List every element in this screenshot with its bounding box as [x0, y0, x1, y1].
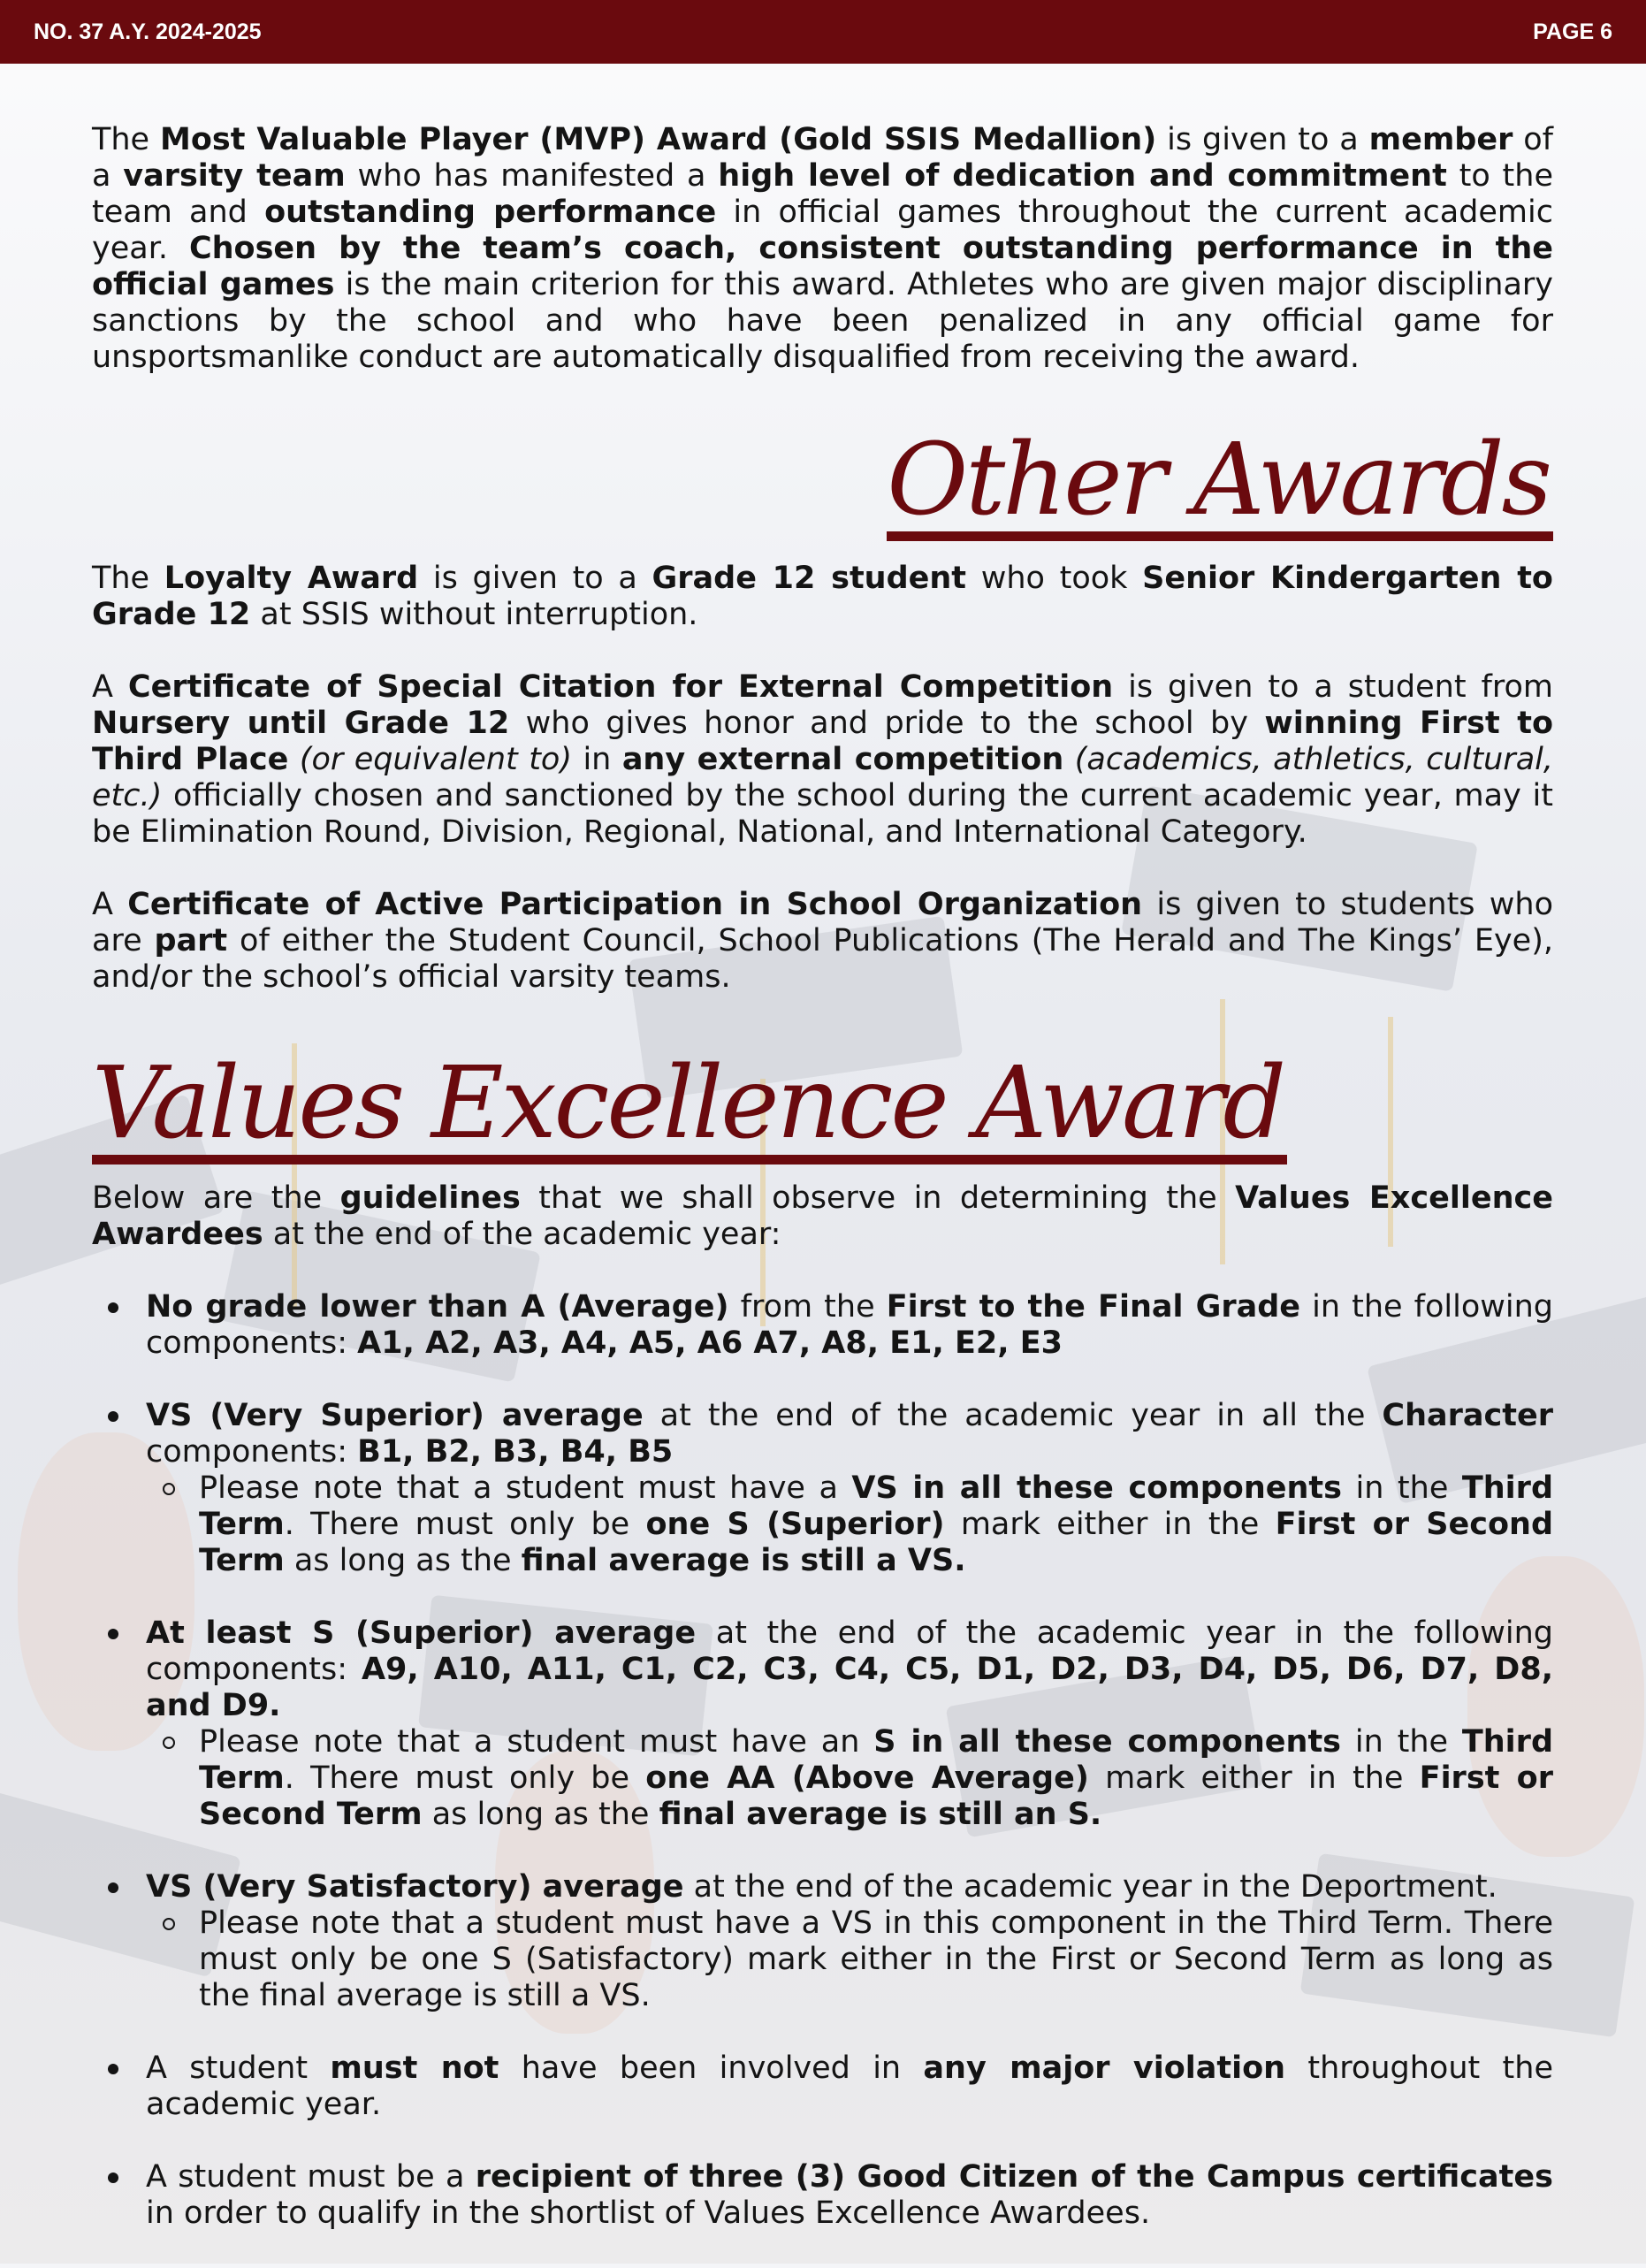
mvp-award-paragraph: The Most Valuable Player (MVP) Award (Gold SSIS Medallion) is given to a member of a varsity team who has manifested a high level of dedication and commitment to the team and outstanding performance in official games throughout the current academic year. Chosen by the team’s coach, consistent outstanding performance in the official games is the main criterion for this award. Athletes who are given major disciplinary sanctions by the school and who have been penalized in any official game for unsportsmanlike conduct are automatically disqualified from receiving the award. [92, 122, 1554, 375]
list-item: At least S (Superior) average at the end of the academic year in the following components: A9, A10, A11, C1, C2, C3, C4, C5, D1, D2, D3, D4, D5, D6, D7, D8, and D9. Please note that a student must have an S in all these components in the Third Term. There must only be one AA (Above Average) mark either in the First or Second Term as long as the final average is still an S. [92, 1615, 1553, 1833]
guidelines-list [92, 1289, 1553, 2232]
issue-label: NO. 37 A.Y. 2024-2025 [34, 19, 262, 44]
sub-list-item: Please note that a student must have a VS in this component in the Third Term. There must only be one S (Satisfactory) mark either in the First or Second Term as long as the final average is still a VS. [146, 1905, 1553, 2014]
list-item: No grade lower than A (Average) from the First to the Final Grade in the following components: A1, A2, A3, A4, A5, A6 A7, A8, E1, E2, E3 [92, 1289, 1553, 1362]
list-item: A student must be a recipient of three (3) Good Citizen of the Campus certificates in order to qualify in the shortlist of Values Excellence Awardees. [92, 2159, 1553, 2232]
list-item: VS (Very Satisfactory) average at the end of the academic year in the Deportment. Please note that a student must have a VS in this component in the Third Term. There must only be one S (Satisfactory) mark either in the First or Second Term as long as the final average is still a VS. [92, 1869, 1553, 2014]
special-citation-paragraph: A Certificate of Special Citation for External Competition is given to a student from Nursery until Grade 12 who gives honor and pride to the school by winning First to Third Place (or equivalent to) in any external competition (academics, athletics, cultural, etc.) officially chosen and sanctioned by the school during the current academic year, may it be Elimination Round, Division, Regional, National, and International Category. [92, 669, 1554, 850]
values-intro-paragraph: Below are the guidelines that we shall observe in determining the Values Excellence Awardees at the end of the academic year: [92, 1180, 1553, 1252]
loyalty-award-paragraph: The Loyalty Award is given to a Grade 12 student who took Senior Kindergarten to Grade 12 at SSIS without interruption. [92, 561, 1553, 632]
sub-list [146, 1724, 1553, 1833]
active-participation-paragraph: A Certificate of Active Participation in School Organization is given to students who are part of either the Student Council, School Publications (The Herald and The Kings’ Eye), and/or the school’s official varsity teams. [92, 887, 1553, 995]
list-item: VS (Very Superior) average at the end of the academic year in all the Character components: B1, B2, B3, B4, B5 Please note that a student must have a VS in all these components in the Third Term. There must only be one S (Superior) mark either in the First or Second Term as long as the final average is still a VS. [92, 1398, 1553, 1579]
sub-list [146, 1905, 1553, 2014]
other-awards-heading: Other Awards [887, 429, 1553, 541]
page-number: PAGE 6 [1533, 19, 1612, 44]
list-item: A student must not have been involved in any major violation throughout the academic year. [92, 2050, 1553, 2123]
sub-list [146, 1470, 1553, 1579]
values-excellence-heading: Values Excellence Award [92, 1052, 1287, 1165]
page-header-bar [0, 0, 1646, 64]
article-body [92, 122, 1553, 2268]
sub-list-item: Please note that a student must have an S in all these components in the Third Term. There must only be one AA (Above Average) mark either in the First or Second Term as long as the final average is still an S. [146, 1724, 1553, 1833]
sub-list-item: Please note that a student must have a VS in all these components in the Third Term. There must only be one S (Superior) mark either in the First or Second Term as long as the final average is still a VS. [146, 1470, 1553, 1579]
